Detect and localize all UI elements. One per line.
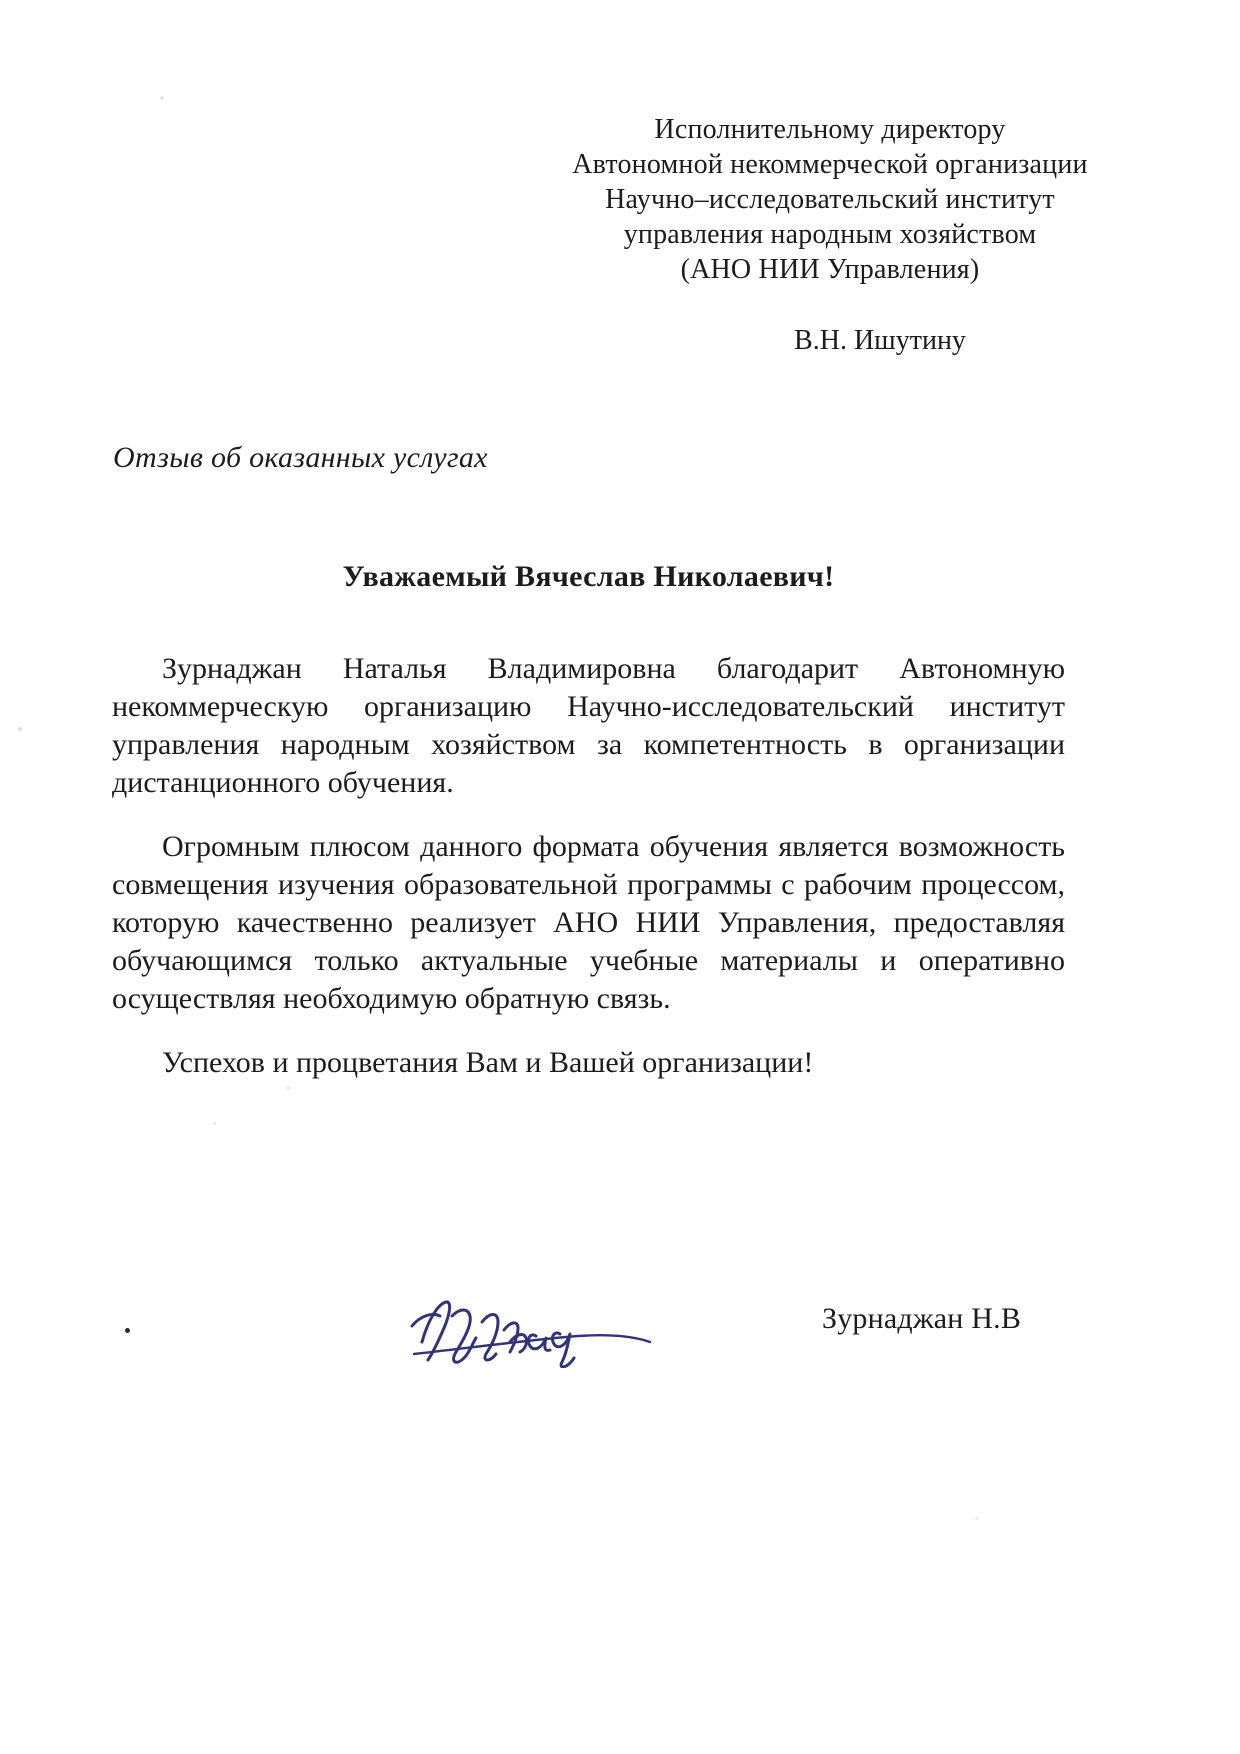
handwritten-signature-icon [398, 1296, 653, 1368]
scan-artifact [585, 888, 589, 891]
signer-name: Зурнаджан Н.В [822, 1302, 1022, 1335]
body-paragraph: Огромным плюсом данного формата обучения является возможность совмещения изучения образовательной программы с рабочим процессом, которую качественно реализует АНО НИИ Управления, предоставляя обучающимся только актуальные учебные материалы и оперативно осуществляя необходимую обратную связь. [112, 830, 1065, 1015]
scan-artifact [287, 1086, 291, 1090]
recipient-line: Исполнительному директору [654, 114, 1006, 145]
body-paragraph: Зурнаджан Наталья Владимировна благодарит Автономную некоммерческую организацию Научно-исследовательский институт управления народным хозяйством за компетентность в организации дистанционного обучения. [112, 652, 1065, 799]
scan-artifact [18, 727, 22, 731]
recipient-block [555, 112, 1105, 287]
recipient-line: (АНО НИИ Управления) [680, 254, 980, 285]
recipient-line: Автономной некоммерческой организации [572, 149, 1088, 180]
scan-artifact [213, 1122, 216, 1125]
recipient-line: Научно–исследовательский институт [605, 184, 1055, 215]
addressee-name: В.Н. Ишутину [794, 325, 966, 356]
subject-line: Отзыв об оказанных услугах [113, 441, 488, 474]
recipient-line: управления народным хозяйством [623, 219, 1037, 250]
letter-body [112, 650, 1065, 1108]
scan-artifact [975, 1517, 979, 1520]
closing-paragraph: Успехов и процветания Вам и Вашей организации! [162, 1046, 814, 1079]
salutation: Уважаемый Вячеслав Николаевич! [342, 560, 835, 593]
margin-period-dot [125, 1328, 130, 1333]
scan-artifact [160, 96, 164, 100]
